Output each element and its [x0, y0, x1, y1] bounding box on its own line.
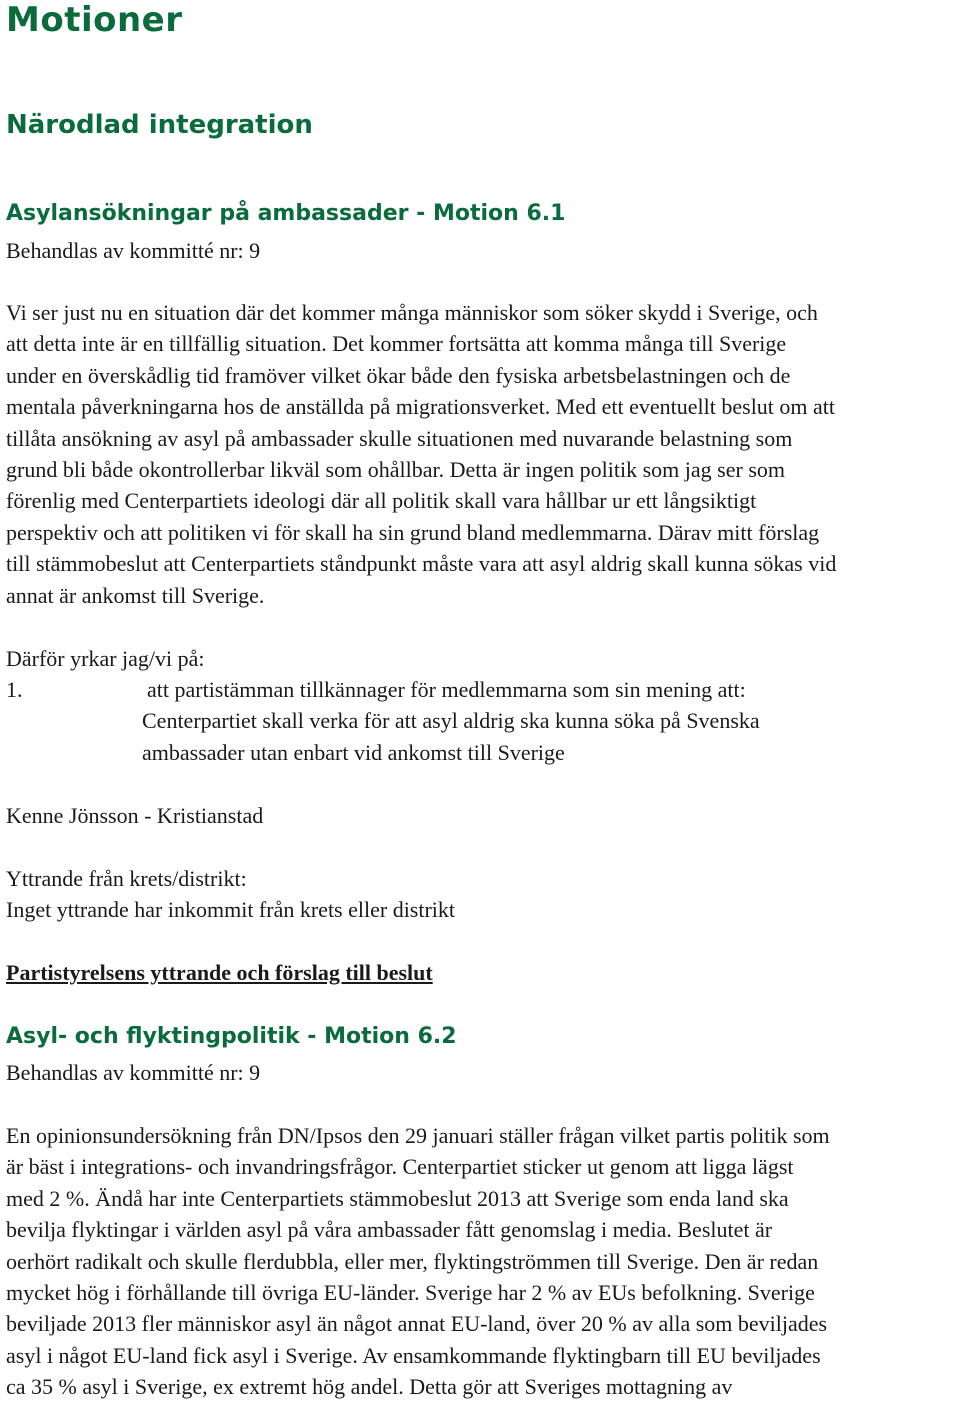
body-line: perspektiv och att politiken vi för skall ha sin grund bland medlemmarna. Därav mitt förslag [6, 519, 820, 545]
body-line: Vi ser just nu en situation där det kommer många människor som söker skydd i Sverige, och [6, 300, 818, 325]
page-title: Motioner [6, 0, 183, 40]
demand-number: 1. [6, 677, 23, 702]
body-line: mycket hög i förhållande till övriga EU-länder. Sverige har 2 % av EUs befolkning. Sverige [6, 1280, 815, 1306]
body-line: beviljade 2013 fler människor asyl än något annat EU-land, över 20 % av alla som beviljades [6, 1311, 828, 1337]
statement-text: Inget yttrande har inkommit från krets eller distrikt [6, 897, 456, 922]
motion-2-committee: Behandlas av kommitté nr: 9 [6, 1060, 261, 1085]
body-line: mentala påverkningarna hos de anställda på migrationsverket. Med ett eventuellt beslut om att [6, 394, 836, 420]
body-line: under en överskådlig tid framöver vilket ökar både den fysiska arbetsbelastningen och de [6, 362, 791, 388]
motion-2-body [6, 1120, 958, 1403]
demand-line: Centerpartiet skall verka för att asyl aldrig ska kunna söka på Svenska [142, 708, 760, 733]
body-line: En opinionsundersökning från DN/Ipsos den 29 januari ställer frågan vilket partis politik som [6, 1123, 830, 1148]
demand-line: ambassader utan enbart vid ankomst till Sverige [142, 740, 565, 765]
body-line: med 2 %. Ändå har inte Centerpartiets stämmobeslut 2013 att Sverige som enda land ska [6, 1185, 789, 1211]
demand-intro: Därför yrkar jag/vi på: [6, 646, 205, 671]
body-line: är bäst i integrations- och invandringsfrågor. Centerpartiet sticker ut genom att ligga lägst [6, 1154, 794, 1180]
statement-label: Yttrande från krets/distrikt: [6, 866, 247, 891]
body-line: grund bli både okontrollerbar likväl som ohållbar. Detta är ingen politik som jag ser som [6, 457, 786, 483]
body-line: bevilja flyktingar i världen asyl på våra ambassader fått genomslag i media. Beslutet är [6, 1217, 773, 1243]
motion-2-heading: Asyl- och flyktingpolitik - Motion 6.2 [6, 1024, 457, 1049]
body-line: ca 35 % asyl i Sverige, ex extremt hög andel. Detta gör att Sveriges mottagning av [6, 1374, 733, 1400]
body-line: tillåta ansökning av asyl på ambassader skulle situationen med nuvarande belastning som [6, 425, 793, 451]
motion-1-heading: Asylansökningar på ambassader - Motion 6.1 [6, 201, 566, 226]
demand-line: att partistämman tillkännager för medlemmarna som sin mening att: [147, 677, 746, 702]
section-heading: Närodlad integration [6, 110, 313, 140]
motion-1-committee: Behandlas av kommitté nr: 9 [6, 238, 261, 263]
motion-author: Kenne Jönsson - Kristianstad [6, 803, 264, 828]
body-line: asyl i något EU-land fick asyl i Sverige. Av ensamkommande flyktingbarn till EU beviljades [6, 1342, 821, 1368]
board-heading: Partistyrelsens yttrande och förslag till beslut [6, 960, 433, 985]
body-line: att detta inte är en tillfällig situation. Det kommer fortsätta att komma många till Sverige [6, 331, 787, 357]
body-line: annat är ankomst till Sverige. [6, 582, 265, 608]
body-line: till stämmobeslut att Centerpartiets ståndpunkt måste vara att asyl aldrig skall kunna sökas vid [6, 551, 837, 577]
body-line: förenlig med Centerpartiets ideologi där all politik skall vara hållbar ur ett långsiktigt [6, 488, 757, 514]
body-line: oerhört radikalt och skulle flerdubbla, eller mer, flyktingströmmen till Sverige. Den är redan [6, 1248, 819, 1274]
motion-1-body [6, 297, 958, 611]
